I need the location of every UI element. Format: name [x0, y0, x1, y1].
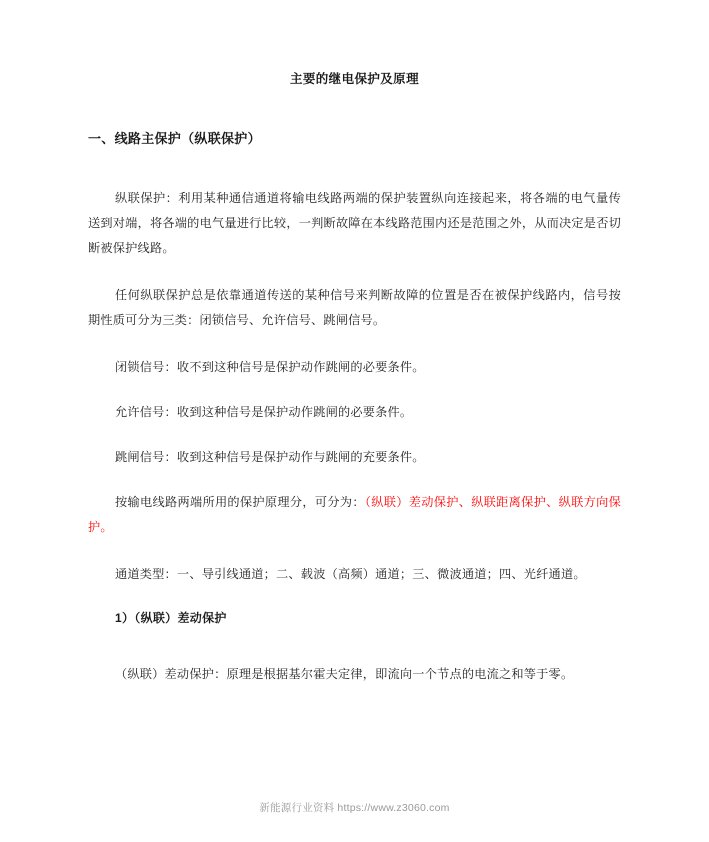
section-heading-1: 一、线路主保护（纵联保护）: [88, 130, 261, 146]
paragraph-7: 通道类型：一、导引线通道；二、载波（高频）通道；三、微波通道；四、光纤通道。: [115, 566, 586, 581]
paragraph-6: [88, 490, 621, 540]
footer-watermark: 新能源行业资料 https://www.z3060.com: [259, 802, 450, 814]
paragraph-1: 纵联保护：利用某种通信通道将输电线路两端的保护装置纵向连接起来，将各端的电气量传送到对端，将各端的电气量进行比较，一判断故障在本线路范围内还是范围之外，从而决定是否切断被保护线路。: [88, 190, 621, 255]
paragraph-2: 任何纵联保护总是依靠通道传送的某种信号来判断故障的位置是否在被保护线路内，信号按期性质可分为三类：闭锁信号、允许信号、跳闸信号。: [88, 287, 621, 327]
paragraph-4: 允许信号：收到这种信号是保护动作跳闸的必要条件。: [115, 404, 413, 419]
paragraph-6-prefix: 按输电线路两端所用的保护原理分，可分为：: [115, 494, 365, 509]
paragraph-6-highlight: （纵联）差动保护、纵联距离保护、纵联方向保护。: [88, 494, 621, 534]
paragraph-5: 跳闸信号：收到这种信号是保护动作与跳闸的充要条件。: [115, 449, 425, 464]
section-heading-2: 1）（纵联）差动保护: [115, 610, 227, 625]
paragraph-8: （纵联）差动保护：原理是根据基尔霍夫定律，即流向一个节点的电流之和等于零。: [115, 666, 574, 681]
page-title: 主要的继电保护及原理: [289, 72, 419, 86]
paragraph-3: 闭锁信号：收不到这种信号是保护动作跳闸的必要条件。: [115, 359, 425, 374]
